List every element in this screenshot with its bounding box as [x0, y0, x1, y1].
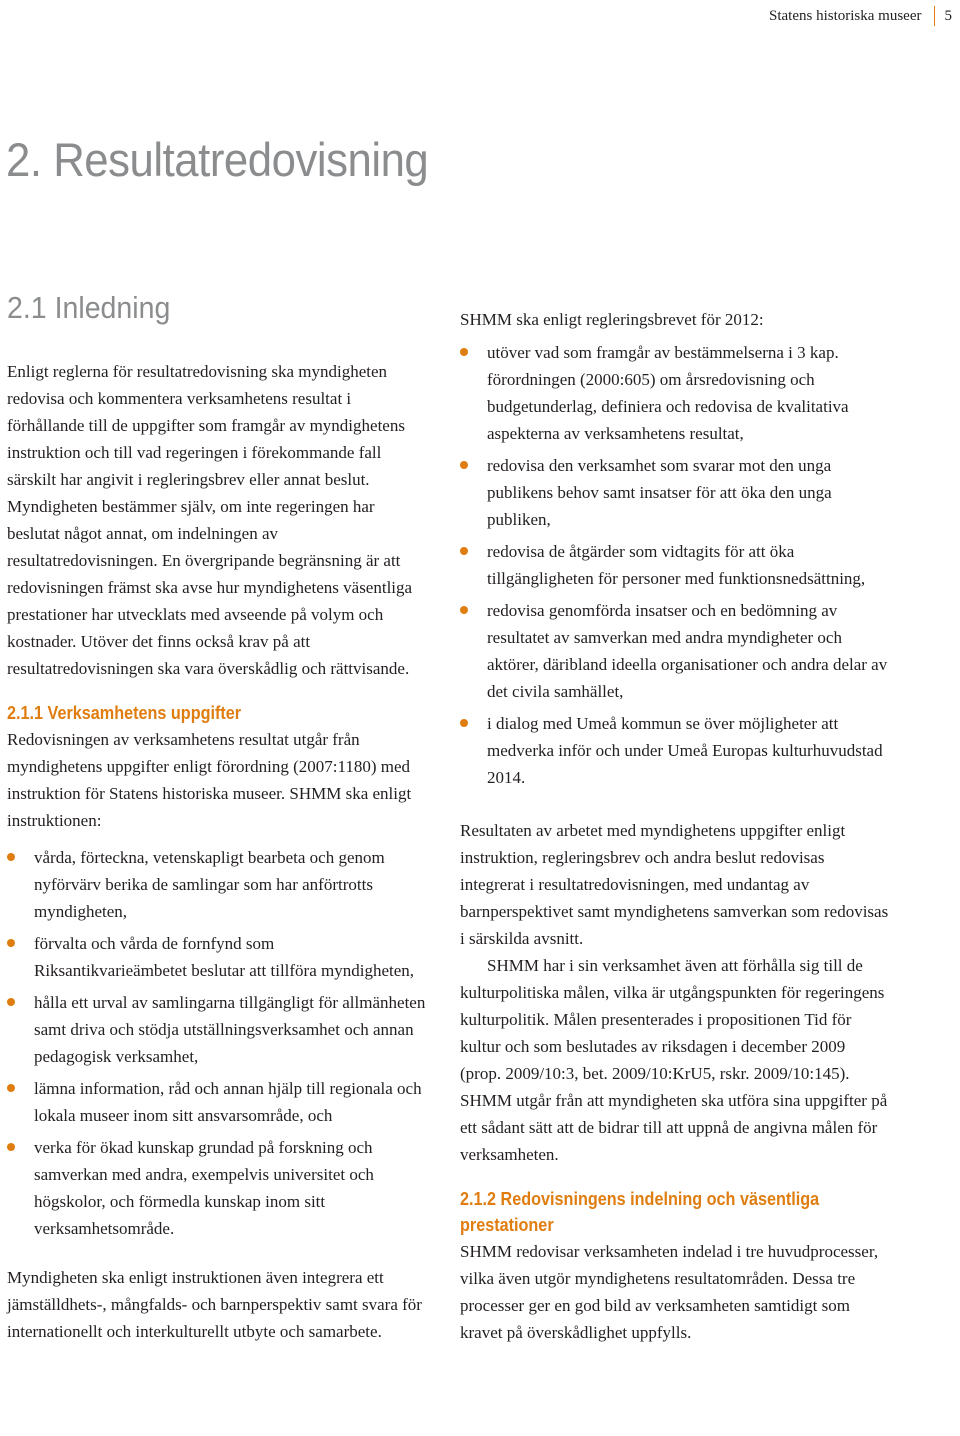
bullet-dot-icon: [7, 998, 15, 1006]
list-item: redovisa den verksamhet som svarar mot den unga publikens behov samt insatser för att öka den unga publiken,: [460, 452, 890, 533]
page-number: 5: [944, 7, 952, 24]
regleringsbrev-bullet-list: [460, 339, 890, 791]
bullet-dot-icon: [460, 461, 468, 469]
right-column: [460, 306, 890, 1346]
list-item: vårda, förteckna, vetenskapligt bearbeta och genom nyförvärv berika de samlingar som har anförtrotts myndigheten,: [7, 844, 427, 925]
subheading-verksamhetens-uppgifter: 2.1.1 Verksamhetens uppgifter: [7, 703, 242, 723]
list-item: i dialog med Umeå kommun se över möjligheter att medverka inför och under Umeå Europas kulturhuvudstad 2014.: [460, 710, 890, 791]
bullet-dot-icon: [460, 719, 468, 727]
cultural-policy-paragraph: SHMM har i sin verksamhet även att förhålla sig till de kulturpolitiska målen, vilka är utgångspunkten för regeringens kulturpolitik. Målen presenterades i propositionen Tid för kultur och som beslutades av riksdagen i december 2009 (prop. 2009/10:3, bet. 2009/10:KrU5, rskr. 2009/10:145). SHMM utgår från att myndigheten ska utföra sina uppgifter på ett sådant sätt att de bidrar till att uppnå de angivna målen för verksamheten.: [460, 956, 888, 1164]
header-divider: [934, 6, 935, 26]
running-header: [769, 6, 952, 26]
section-title: 2.1 Inledning: [7, 290, 171, 325]
bullet-dot-icon: [460, 606, 468, 614]
regleringsbrev-lead: SHMM ska enligt regleringsbrevet för 2012:: [460, 310, 764, 329]
list-item: utöver vad som framgår av bestämmelserna i 3 kap. förordningen (2000:605) om årsredovisning och budgetunderlag, definiera och redovisa de kvalitativa aspekterna av verksamhetens resultat,: [460, 339, 890, 447]
bullet-dot-icon: [7, 1143, 15, 1151]
sub2-paragraph: SHMM redovisar verksamheten indelad i tre huvudprocesser, vilka även utgör myndighetens resultatområden. Dessa tre processer ger en god bild av verksamheten samtidigt som kravet på överskådlighet uppfylls.: [460, 1242, 879, 1342]
list-item: redovisa de åtgärder som vidtagits för att öka tillgängligheten för personer med funktionsnedsättning,: [460, 538, 890, 592]
sub1-paragraph: Redovisningen av verksamhetens resultat utgår från myndighetens uppgifter enligt förordning (2007:1180) med instruktion för Statens historiska museer. SHMM ska enligt instruktionen:: [7, 730, 412, 830]
chapter-title: 2. Resultatredovisning: [6, 133, 429, 186]
bullet-dot-icon: [7, 853, 15, 861]
left-column: [7, 358, 427, 1345]
subheading-redovisningens-indelning: 2.1.2 Redovisningens indelning och väsentliga prestationer: [460, 1189, 820, 1235]
intro-paragraph: Enligt reglerna för resultatredovisning ska myndigheten redovisa och kommentera verksamhetens resultat i förhållande till de uppgifter som framgår av myndighetens instruktion och till vad regeringen i förekommande fall särskilt har angivit i regleringsbrev eller annat beslut. Myndigheten bestämmer själv, om inte regeringen har beslutat något annat, om indelningen av resultatredovisningen. En övergripande begränsning är att redovisningen främst ska avse hur myndighetens väsentliga prestationer har utvecklats med avseende på volym och kostnader. Utöver det finns också krav på att resultatredovisningen ska vara överskådlig och rättvisande.: [7, 362, 413, 678]
results-paragraph: Resultaten av arbetet med myndighetens uppgifter enligt instruktion, regleringsbrev och andra beslut redovisas integrerat i resultatredovisningen, med undantag av barnperspektivet samt myndighetens samverkan som redovisas i särskilda avsnitt.: [460, 821, 889, 948]
list-item: förvalta och vårda de fornfynd som Riksantikvarieämbetet beslutar att tillföra myndigheten,: [7, 930, 427, 984]
bullet-dot-icon: [460, 547, 468, 555]
publication-name: Statens historiska museer: [769, 7, 922, 24]
bullet-dot-icon: [460, 348, 468, 356]
list-item: hålla ett urval av samlingarna tillgängligt för allmänheten samt driva och stödja utställningsverksamhet och annan pedagogisk verksamhet,: [7, 989, 427, 1070]
instruction-bullet-list: [7, 844, 427, 1242]
list-item: lämna information, råd och annan hjälp till regionala och lokala museer inom sitt ansvarsområde, och: [7, 1075, 427, 1129]
list-item: verka för ökad kunskap grundad på forskning och samverkan med andra, exempelvis universitet och högskolor, och förmedla kunskap inom sitt verksamhetsområde.: [7, 1134, 427, 1242]
list-item: redovisa genomförda insatser och en bedömning av resultatet av samverkan med andra myndigheter och aktörer, däribland ideella organisationer och andra delar av det civila samhället,: [460, 597, 890, 705]
bullet-dot-icon: [7, 1084, 15, 1092]
bullet-dot-icon: [7, 939, 15, 947]
closing-paragraph: Myndigheten ska enligt instruktionen även integrera ett jämställdhets-, mångfalds- och barnperspektiv samt svara för internationellt och interkulturellt utbyte och samarbete.: [7, 1268, 422, 1341]
